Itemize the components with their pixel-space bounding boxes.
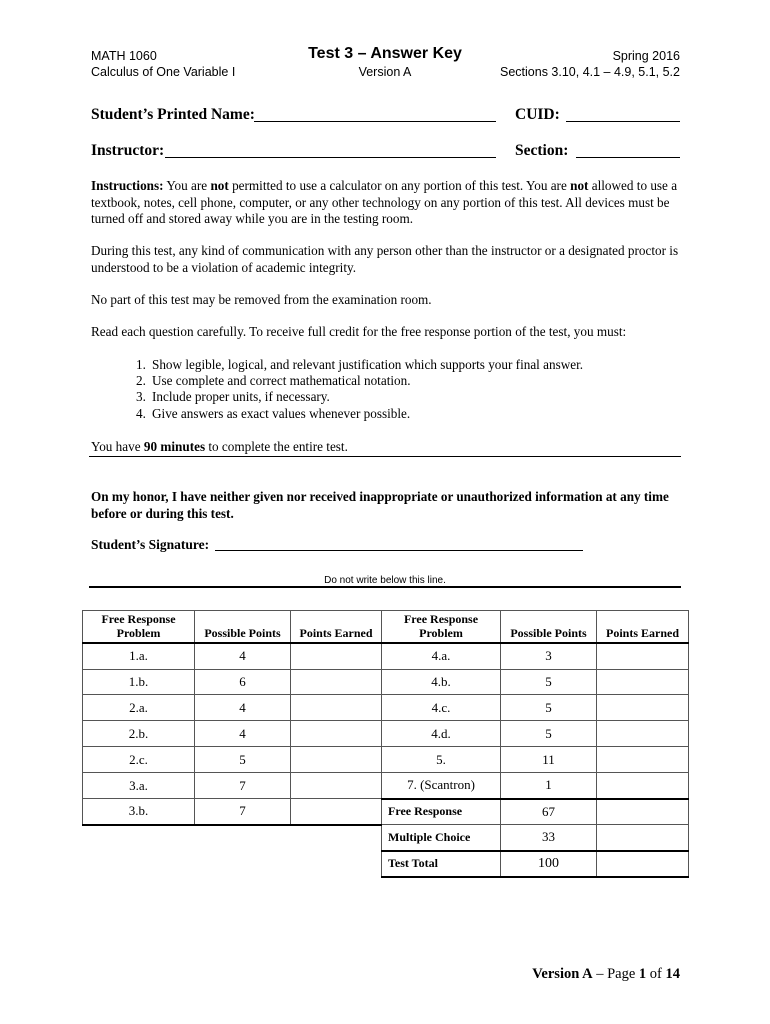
table-row: 3.a. 7 7. (Scantron) 1 xyxy=(83,773,689,799)
test-total-label: Test Total xyxy=(382,851,501,877)
requirement-item: 4. Give answers as exact values whenever possible. xyxy=(136,405,411,421)
points-earned-cell[interactable] xyxy=(597,851,689,877)
do-not-write-note: Do not write below this line. xyxy=(324,575,446,586)
instructor-label: Instructor: xyxy=(91,142,165,159)
instructions-paragraph: Instructions: You are not permitted to use a calculator on any portion of this test. You are not allowed to use a textbook, notes, cell phone, computer, or any other technology on any portion of this test. All devices must be turned off and stored away while you are in the testing room. xyxy=(91,178,678,226)
divider xyxy=(89,456,681,457)
page-title: Test 3 – Answer Key xyxy=(308,45,462,62)
header-problem-left: Free Response Problem xyxy=(83,611,195,643)
term-label: Spring 2016 xyxy=(612,49,680,63)
points-earned-cell[interactable] xyxy=(597,670,689,695)
test-total-points: 100 xyxy=(501,851,597,877)
requirements-list xyxy=(136,357,583,422)
points-earned-cell[interactable] xyxy=(291,773,382,799)
honor-statement: On my honor, I have neither given nor received inappropriate or unauthorized information at any time before or during this test. xyxy=(91,489,669,521)
cuid-field[interactable] xyxy=(566,107,680,122)
instructor-field[interactable] xyxy=(165,143,496,158)
multiple-choice-points: 33 xyxy=(501,825,597,851)
points-earned-cell[interactable] xyxy=(597,747,689,773)
course-code: MATH 1060 xyxy=(91,49,157,63)
grade-table xyxy=(82,610,689,878)
section-label: Section: xyxy=(515,142,569,159)
points-earned-cell[interactable] xyxy=(597,721,689,747)
header-problem-right: Free Response Problem xyxy=(382,611,501,643)
signature-field[interactable] xyxy=(215,536,583,551)
read-carefully-paragraph: Read each question carefully. To receive full credit for the free response portion of the test, you must: xyxy=(91,324,627,339)
removal-paragraph: No part of this test may be removed from the examination room. xyxy=(91,292,432,307)
cut-line xyxy=(89,586,681,588)
printed-name-field[interactable] xyxy=(254,107,496,122)
points-earned-cell[interactable] xyxy=(597,695,689,721)
points-earned-cell[interactable] xyxy=(597,825,689,851)
printed-name-label: Student’s Printed Name: xyxy=(91,106,255,123)
table-row: 2.a. 4 4.c. 5 xyxy=(83,695,689,721)
points-earned-cell[interactable] xyxy=(291,670,382,695)
instructions-lead: Instructions: xyxy=(91,178,164,193)
table-row: 2.c. 5 5. 11 xyxy=(83,747,689,773)
header-possible-left: Possible Points xyxy=(195,611,291,643)
free-response-total-label: Free Response xyxy=(382,799,501,825)
points-earned-cell[interactable] xyxy=(597,799,689,825)
requirement-item: 3. Include proper units, if necessary. xyxy=(136,389,330,405)
table-row: 1.b. 6 4.b. 5 xyxy=(83,670,689,695)
multiple-choice-label: Multiple Choice xyxy=(382,825,501,851)
time-paragraph: You have 90 minutes to complete the entire test. xyxy=(91,439,348,454)
points-earned-cell[interactable] xyxy=(597,643,689,670)
requirement-item: 2. Use complete and correct mathematical notation. xyxy=(136,373,411,389)
table-row: 1.a. 4 4.a. 3 xyxy=(83,643,689,670)
cuid-label: CUID: xyxy=(515,106,560,123)
page-footer: Version A – Page 1 of 14 xyxy=(532,966,680,982)
table-row xyxy=(83,851,689,877)
points-earned-cell[interactable] xyxy=(291,695,382,721)
course-name: Calculus of One Variable I xyxy=(91,65,236,79)
points-earned-cell[interactable] xyxy=(291,799,382,825)
version-label: Version A xyxy=(358,65,412,79)
points-earned-cell[interactable] xyxy=(597,773,689,799)
header-earned-right: Points Earned xyxy=(597,611,689,643)
signature-label: Student’s Signature: xyxy=(91,537,210,552)
points-earned-cell[interactable] xyxy=(291,643,382,670)
table-row: 3.b. 7 Free Response 67 xyxy=(83,799,689,825)
sections-label: Sections 3.10, 4.1 – 4.9, 5.1, 5.2 xyxy=(500,65,680,79)
header-possible-right: Possible Points xyxy=(501,611,597,643)
section-field[interactable] xyxy=(576,143,680,158)
points-earned-cell[interactable] xyxy=(291,747,382,773)
requirement-item: 1. Show legible, logical, and relevant justification which supports your final answer. xyxy=(136,357,584,372)
table-row xyxy=(83,825,689,851)
free-response-total-points: 67 xyxy=(501,799,597,825)
integrity-paragraph: During this test, any kind of communication with any person other than the instructor or a designated proctor is understood to be a violation of academic integrity. xyxy=(91,243,679,275)
header-earned-left: Points Earned xyxy=(291,611,382,643)
table-row: 2.b. 4 4.d. 5 xyxy=(83,721,689,747)
points-earned-cell[interactable] xyxy=(291,721,382,747)
